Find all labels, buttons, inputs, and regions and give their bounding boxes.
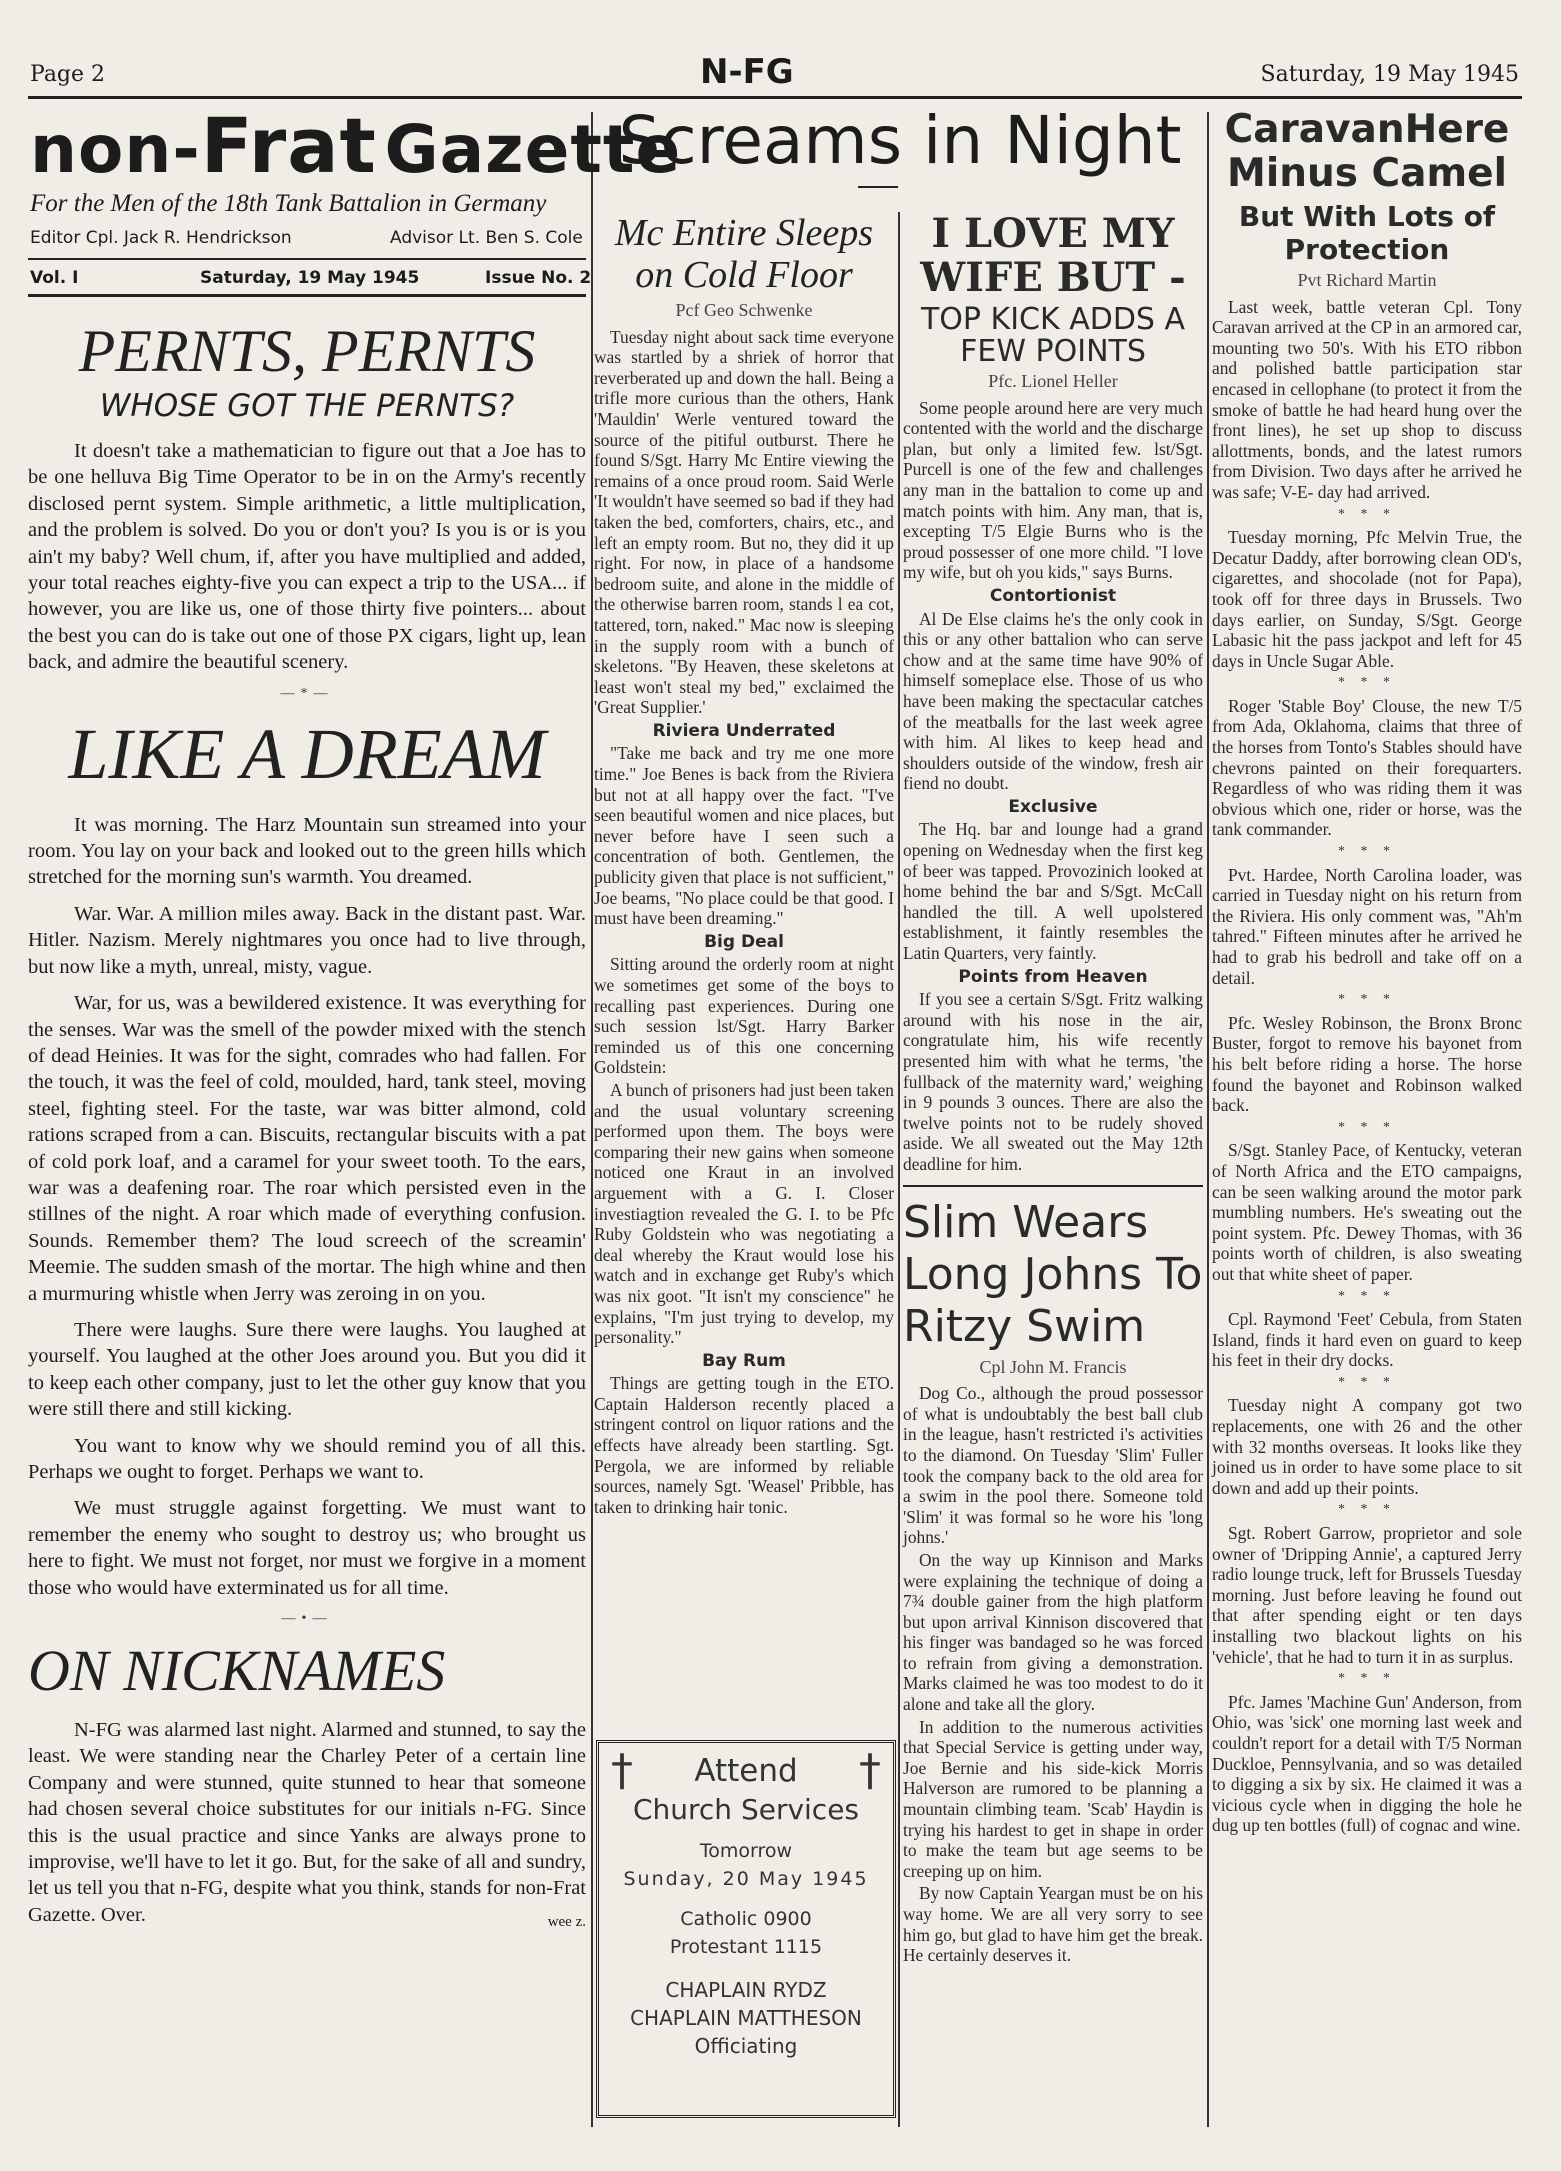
heaven-subhead: Points from Heaven [958, 966, 1148, 987]
wife-headline-2: WIFE BUT - [920, 254, 1186, 301]
paragraph: Sgt. Robert Garrow, proprietor and sole owner of 'Dripping Annie', a captured Jerry radio lounge truck, left for Brussels Tuesday morning. Just before leaving he found out that after spending eight or ten days installing two blackout lights on his 'vehicle', that he had to turn it in as surplus. [1212, 1523, 1522, 1667]
riviera-subhead: Riviera Underrated [652, 720, 836, 741]
paragraph: Some people around here are very much contented with the world and the discharge plan, but only a limited few. lst/Sgt. Purcell is one of the few and challenges any man in the battalion to come up and match points with him. Any man, that is, excepting T/5 Elgie Burns who is the proud possesser of one more child. "I love my wife, but oh you kids," says Burns. [903, 397, 1203, 583]
wife-subhead: TOP KICK ADDS A FEW POINTS [920, 302, 1186, 369]
exclusive-subhead: Exclusive [1008, 796, 1098, 817]
header-rule [28, 96, 1522, 99]
church-protestant: Protestant 1115 [669, 1936, 823, 1958]
church-date: Sunday, 20 May 1945 [623, 1868, 869, 1890]
paragraph: Last week, battle veteran Cpl. Tony Caravan arrived at the CP in an armored car, mounting two 50's. With his ETO ribbon and polished battle participation star encased in cellophane (to protect it from the smoke of battle he had heard hung over the front lines), he set up shop to discuss allottments, bonds, and the latest rumors from Division. Two days after he arrived he was safe; V-E- day had arrived. [1212, 296, 1522, 502]
column-rule-1 [591, 112, 593, 2127]
paragraph: Cpl. Raymond 'Feet' Cebula, from Staten Island, finds it hard even on guard to keep his feet in their dry docks. [1212, 1309, 1522, 1371]
slim-headline: Slim Wears Long Johns To Ritzy Swim [903, 1196, 1203, 1352]
masthead-date: Saturday, 19 May 1945 [200, 268, 420, 288]
stars-divider: * * * [1338, 1288, 1396, 1304]
caravan-subhead: But With Lots of Protection [1238, 200, 1496, 266]
stars-divider: * * * [1338, 1119, 1396, 1135]
stars-divider: * * * [1338, 675, 1396, 691]
nicknames-body [28, 1717, 586, 1928]
pernts-subhead: WHOSE GOT THE PERNTS? [99, 388, 515, 424]
mcentire-byline: Pcf Geo Schwenke [675, 300, 813, 320]
caravan-byline: Pvt Richard Martin [1297, 270, 1437, 290]
masthead-subtitle: For the Men of the 18th Tank Battalion in Germany [30, 190, 547, 217]
column-2 [594, 212, 894, 1519]
paragraph: S/Sgt. Stanley Pace, of Kentucky, veteran of North Africa and the ETO campaigns, can be seen walking around the motor park mumbling numbers. He's sweating out the point system. Pfc. Dewey Thomas, with 36 points worth of children, is also sweating out that white sheet of paper. [1212, 1140, 1522, 1284]
cross-icon: † [611, 1745, 633, 1796]
contortionist-subhead: Contortionist [989, 585, 1117, 606]
mcentire-headline: Mc Entire Sleeps on Cold Floor [614, 212, 874, 296]
masthead-editor: Editor Cpl. Jack R. Hendrickson [30, 228, 292, 248]
caravan-headline-2: Minus Camel [1227, 151, 1507, 196]
column-4 [1212, 108, 1522, 1838]
column-rule-2 [898, 212, 900, 2127]
paragraph: Tuesday night about sack time everyone was startled by a shriek of horror that reverberated up and down the hall. Being a trifle more curious than the others, Hank 'Mauldin' Werle ventured toward the source of the pitiful outburst. There he found S/Sgt. Harry Mc Entire viewing the remains of a once proud room. Said Werle 'It wouldn't have seemed so bad if they had taken the bed, comforters, chairs, etc., and left an empty room. But no, they did it up right. For now, in place of a handsome bedroom suite, and alone in the middle of the otherwise barren room, stands l ea cot, tattered, torn, naked." Mac now is sleeping in the supply room with a bunch of skeletons. "By Heaven, these skeletons at least won't steal my bed," exclaimed the 'Great Supplier.' [594, 326, 894, 718]
church-tomorrow: Tomorrow [699, 1840, 793, 1862]
column-3 [903, 212, 1203, 1968]
wife-headline-1: I LOVE MY [931, 210, 1175, 257]
paragraph: Al De Else claims he's the only cook in this or any other battalion who can serve chow and at the same time have 90% of himself someplace else. Those of us who have been making the spectacular catches of the meatballs for the last week agree with him. Al likes to keep head and shoulders outside of the window, fresh air fiend no doubt. [903, 608, 1203, 794]
stars-divider: * * * [1338, 992, 1396, 1008]
paragraph: Pvt. Hardee, North Carolina loader, was carried in Tuesday night on his return from the Riviera. His only comment was, "Ah'm tahred." Fifteen minutes after he arrived he had to grab his bedroll and take off on a detail. [1212, 864, 1522, 988]
left-column [28, 320, 586, 1931]
caravan-headline-1: CaravanHere [1224, 107, 1510, 152]
page-number: Page 2 [30, 62, 106, 87]
paragraph: War. War. A million miles away. Back in the distant past. War. Hitler. Nazism. Merely nightmares you once had to live through, but now like a myth, unreal, misty, vague. [28, 902, 586, 978]
paragraph: In addition to the numerous activities that Special Service is getting under way, Joe Bernie and his side-kick Morris Halverson are rumored to be planning a mountain climbing team. 'Scab' Haydin is trying his hardest to get in shape in order to make the team but age seems to be creeping up on him. [903, 1716, 1203, 1881]
masthead-advisor: Advisor Lt. Ben S. Cole [390, 228, 583, 248]
church-attend: Attend [694, 1753, 798, 1789]
paragraph: Pfc. James 'Machine Gun' Anderson, from Ohio, was 'sick' one morning last week and couldn't report for a detail with T/5 Norman Duckloe, Pennsylvania, and so was detailed to digging a six by six. He claimed it was a vicious cycle when in digging the hole he dug up ten bottles (full) of cognac and wine. [1212, 1691, 1522, 1836]
paragraph: On the way up Kinnison and Marks were explaining the technique of doing a 7¾ double gainer from the high platform but upon arrival Kinnison discovered that his finger was bandaged so he was forced to refrain from giving a demonstration. Marks claimed he was too modest to do it alone and take all the glory. [903, 1549, 1203, 1715]
divider: —•— [281, 1611, 333, 1627]
paragraph: Dog Co., although the proud possessor of what is undoubtably the best ball club in the league, hasn't restricted i's activities to the diamond. On Tuesday 'Slim' Fuller took the company back to the old area for a swim in the pool there. Someone told 'Slim' it was formal so he wore his 'long johns.' [903, 1383, 1203, 1548]
page-logo: N-FG [700, 52, 794, 92]
nicknames-headline: ON NICKNAMES [28, 1638, 446, 1704]
paragraph: Tuesday night A company got two replacements, one with 26 and the other with 32 months overseas. It looks like they joined us in order to have some place to sit down and add up their points. [1212, 1395, 1522, 1498]
church-officiating: Officiating [694, 2034, 798, 2058]
paragraph: "Take me back and try me one more time." Joe Benes is back from the Riviera but not at all happy over the fact. "I've seen beautiful women and nice places, but never before have I seen such a concentration of both. Gentlemen, the publicity given that place is not sufficient," Joe beams, "No place could be that good. I must have been dreaming." [594, 743, 894, 929]
paragraph: We must struggle against forgetting. We must want to remember the enemy who sought to destroy us; who brought us here to fight. We must not forget, nor must we forgive in a moment those who would have exterminated us for all time. [28, 1497, 586, 1599]
wife-byline: Pfc. Lionel Heller [988, 371, 1118, 391]
paragraph: N-FG was alarmed last night. Alarmed and stunned, to say the least. We were standing near the Charley Peter of a certain line Company and were stunned, quite stunned to hear that someone had chosen several choice substitutes for our initials n-FG. Since this is the usual practice and since Yanks are always prone to improvise, we'll have to let it go. But, for the sake of all and sundry, let us tell you that n-FG, despite what you think, stands for non-Frat Gazette. Over. [28, 1719, 586, 1926]
paragraph: By now Captain Yeargan must be on his way home. We are all very sorry to see him go, but glad to have him get the break. He certainly deserves it. [903, 1883, 1203, 1966]
church-catholic: Catholic 0900 [680, 1908, 812, 1930]
paragraph: You want to know why we should remind you of all this. Perhaps we ought to forget. Perhaps we want to. [28, 1434, 586, 1483]
masthead-title: non-Frat Gazette [30, 101, 682, 190]
slim-byline: Cpl John M. Francis [979, 1356, 1127, 1377]
header-date: Saturday, 19 May 1945 [1260, 62, 1519, 87]
paragraph: If you see a certain S/Sgt. Fritz walking around with his nose in the air, congratulate him, his wife recently presented him with what he terms, 'the fullback of the maternity ward,' weighing in 9 pounds 3 ounces. There are also the twelve points not to be rudely shoved aside. We all sweated out the May 12th deadline for him. [903, 989, 1203, 1174]
dream-body [28, 812, 586, 1601]
paragraph: Roger 'Stable Boy' Clouse, the new T/5 from Ada, Oklahoma, claims that three of the horses from Tonto's Stables should have chevrons painted on their forequarters. Regardless of who was riding them it was obvious which one, rider or horse, was the tank commander. [1212, 695, 1522, 840]
masthead-issue: Issue No. 2 [485, 268, 592, 288]
dream-headline: LIKE A DREAM [68, 713, 546, 794]
cross-icon: † [859, 1745, 881, 1796]
paragraph: It doesn't take a mathematician to figure out that a Joe has to be one helluva Big Time Operator to be in on the Army's recently disclosed pernt system. Simple arithmetic, a little multiplication, and the problem is solved. Do you or don't you? Is you is or is you ain't my baby? Well chum, if, after you have multiplied and added, your total reaches eighty-five you can expect a trip to the USA... if however, you are like us, one of those thirty five pointers... about the best you can do is take out one of those PX cigars, light up, lean back, and admire the beautiful scenery. [28, 440, 586, 674]
pernts-headline: PERNTS, PERNTS [78, 318, 536, 384]
bayrum-subhead: Bay Rum [702, 1350, 786, 1371]
stars-divider: * * * [1338, 1671, 1396, 1687]
screams-headline: Screams in Night [618, 102, 1182, 179]
stars-divider: * * * [1338, 844, 1396, 860]
stars-divider: * * * [1338, 506, 1396, 522]
stars-divider: * * * [1338, 1502, 1396, 1518]
church-notice [596, 1740, 896, 2118]
paragraph: It was morning. The Harz Mountain sun streamed into your room. You lay on your back and looked out to the green hills which stretched for the morning sun's warmth. You dreamed. [28, 813, 586, 889]
paragraph: Things are getting tough in the ETO. Captain Halderson recently placed a stringent control on liquor rations and the effects have already been startling. Sgt. Pergola, we are informed by reliable sources, namely Sgt. 'Weasel' Pribble, has taken to drinking hair tonic. [594, 1373, 894, 1517]
column-rule-3 [1207, 112, 1209, 2127]
bigdeal-subhead: Big Deal [704, 931, 784, 952]
nicknames-signature: wee z. [547, 1914, 586, 1931]
church-services: Church Services [632, 1793, 860, 1826]
pernts-body [28, 438, 586, 676]
divider: —*— [280, 685, 334, 701]
stars-divider: * * * [1338, 1374, 1396, 1390]
paragraph: A bunch of prisoners had just been taken and the usual voluntary screening performed upon them. The boys were comparing their new gains when someone noticed one Kraut in an involved arguement with a G. I. Closer investiagtion revealed the G. I. to be Pfc Ruby Goldstein who was negotiating a deal whereby the Kraut would lose his watch and in exchange get Ruby's which was nix goot. "It isn't my conscience" he explains, "I'm just trying to develop, my personality." [594, 1079, 894, 1348]
chaplain-rydz: CHAPLAIN RYDZ [665, 1978, 827, 2002]
paragraph: Pfc. Wesley Robinson, the Bronx Bronc Buster, forgot to remove his bayonet from his belt before riding a horse. The horse found the bayonet and Robinson walked back. [1212, 1012, 1522, 1116]
paragraph: There were laughs. Sure there were laughs. You laughed at yourself. You laughed at the other Joes around you. But you did it to keep each other company, just to let the other guy know that you were still there and still kicking. [28, 1318, 586, 1421]
masthead-volume: Vol. I [30, 268, 79, 288]
paragraph: The Hq. bar and lounge had a grand opening on Wednesday when the first keg of beer was tapped. Provozinich looked at home behind the bar and S/Sgt. McCall handled the till. A well upolstered establishment, it faintly resembles the Latin Quarters, very faintly. [903, 819, 1203, 964]
chaplain-mattheson: CHAPLAIN MATTHESON [630, 2006, 862, 2030]
paragraph: War, for us, was a bewildered existence. It was everything for the senses. War was the smell of the powder mixed with the stench of dead Heinies. It was for the sight, comrades who had fallen. For the touch, it was the feel of cold, moulded, hard, tank steel, moving steel, fighting steel. For the taste, war was bitter almond, cold rations scraped from a can. Biscuits, rectangular biscuits with a pat of cold pork loaf, and a caramel for your sweet tooth. To the ears, war was a deafening roar. The roar which persisted even in the stillnes of the night. A roar which made of everything confusion. Sounds. Remember them? The loud screech of the screamin' Meemie. The sudden smash of the mortar. The high whine and then a murmuring whistle when Jerry was zeroing in on you. [28, 992, 586, 1305]
paragraph: Tuesday morning, Pfc Melvin True, the Decatur Daddy, after borrowing clean OD's, cigarettes, and shocolade (not for Papa), took off for three days in Brussels. Two days earlier, on Sunday, S/Sgt. George Labasic hit the pass jackpot and left for 45 days in Uncle Sugar Able. [1212, 527, 1522, 671]
paragraph: Sitting around the orderly room at night we sometimes get some of the boys to recalling past experiences. During one such session lst/Sgt. Harry Barker reminded us of this one concerning Goldstein: [594, 954, 894, 1078]
